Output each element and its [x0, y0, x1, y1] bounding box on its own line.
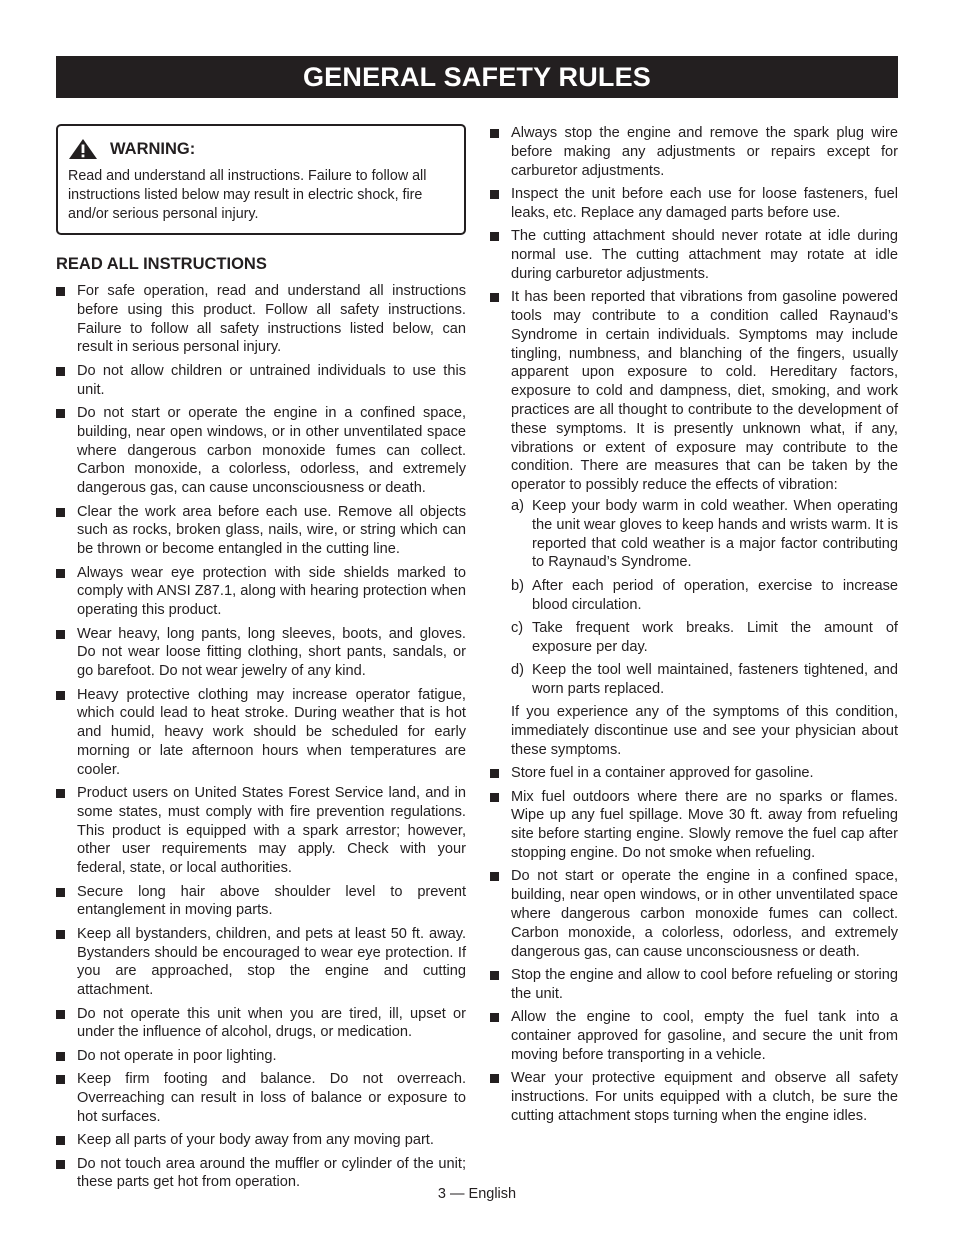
- list-item: Allow the engine to cool, empty the fuel tank into a container approved for gasoline, and secure the unit from moving before transporting in a vehicle.: [490, 1008, 898, 1064]
- section-title: READ ALL INSTRUCTIONS: [56, 255, 267, 273]
- list-item: Wear heavy, long pants, long sleeves, boots, and gloves. Do not wear loose fitting clothing, short pants, sandals, or go barefoot. Do not wear jewelry of any kind.: [56, 625, 466, 681]
- right-bullet-list-continued: [490, 764, 898, 1125]
- page-title-bar: [56, 56, 898, 98]
- list-item: Mix fuel outdoors where there are no sparks or flames. Wipe up any fuel spillage. Move 30 ft. away from refueling site before starting engine. Slowly remove the fuel cap after stopping engine. Do not smoke when refueling.: [490, 788, 898, 863]
- list-item: Stop the engine and allow to cool before refueling or storing the unit.: [490, 966, 898, 1004]
- right-column: [490, 124, 898, 1130]
- list-item: Product users on United States Forest Service land, and in some states, must comply with fire prevention regulations. This product is equipped with a spark arrestor; however, other user requirements may apply. Check with your federal, state, or local authorities.: [56, 784, 466, 878]
- list-item: Do not allow children or untrained individuals to use this unit.: [56, 362, 466, 400]
- list-item: Clear the work area before each use. Remove all objects such as rocks, broken glass, nails, wire, or string which can be thrown or become entangled in the cutting line.: [56, 503, 466, 559]
- sub-list-item: [511, 497, 898, 572]
- page-footer: 3 — English: [437, 1186, 517, 1202]
- list-item: For safe operation, read and understand all instructions before using this product. Follow all safety instructions. Failure to follow all safety instructions listed below, can result in serious personal injury.: [56, 282, 466, 357]
- left-bullet-list: [56, 282, 466, 1192]
- sub-list-item: [511, 619, 898, 657]
- sub-list-text: After each period of operation, exercise to increase blood circulation.: [532, 577, 898, 613]
- warning-box: [56, 124, 466, 235]
- left-column: [56, 124, 466, 1197]
- list-item: Wear your protective equipment and observe all safety instructions. For units equipped with a clutch, be sure the cutting attachment stops turning when the engine idles.: [490, 1069, 898, 1125]
- list-item: Do not operate this unit when you are tired, ill, upset or under the influence of alcohol, drugs, or medication.: [56, 1005, 466, 1043]
- list-item: Keep all parts of your body away from any moving part.: [56, 1131, 466, 1150]
- vibration-text: It has been reported that vibrations from gasoline powered tools may contribute to a condition called Raynaud’s Syndrome in certain individuals. Symptoms may include tingling, numbness, and blanching of the fingers, usually apparent upon exposure to cold. Hereditary factors, exposure to cold and dampness, diet, smoking, and work practices are all thought to contribute to the development of these symptoms. It is presently unknown what, if any, vibrations or extent of exposure may contribute to the condition. There are measures that can be taken by the operator to possibly reduce the effects of vibration:: [511, 289, 898, 494]
- list-item: Do not start or operate the engine in a confined space, building, near open windows, or in other unventilated space where dangerous carbon monoxide fumes can collect. Carbon monoxide, a colorless, odorless, and extremely dangerous gas, can cause unconsciousness or death.: [490, 867, 898, 961]
- list-item: Heavy protective clothing may increase operator fatigue, which could lead to heat stroke. During weather that is hot and humid, heavy work should be scheduled for early morning or late afternoon hours when temperatures are cooler.: [56, 686, 466, 780]
- sub-list-item: [511, 577, 898, 615]
- right-bullet-list: [490, 124, 898, 699]
- warning-text: Read and understand all instructions. Failure to follow all instructions listed below may result in electric shock, fire and/or serious personal injury.: [68, 168, 427, 222]
- sub-list-letter: a): [511, 497, 524, 514]
- list-item: Keep all bystanders, children, and pets at least 50 ft. away. Bystanders should be encouraged to wear eye protection. If you are approached, stop the engine and cutting attachment.: [56, 925, 466, 1000]
- page-title: GENERAL SAFETY RULES: [302, 61, 652, 92]
- warning-header: [68, 138, 454, 160]
- list-item: Always wear eye protection with side shields marked to comply with ANSI Z87.1, along with hearing protection when operating this product.: [56, 564, 466, 620]
- list-item: Do not operate in poor lighting.: [56, 1047, 466, 1066]
- list-item: Do not start or operate the engine in a confined space, building, near open windows, or in other unventilated space where dangerous carbon monoxide fumes can collect. Carbon monoxide, a colorless, odorless, and extremely dangerous gas, can cause unconsciousness or death.: [56, 404, 466, 498]
- list-item: Secure long hair above shoulder level to prevent entanglement in moving parts.: [56, 883, 466, 921]
- sub-list-text: Keep your body warm in cold weather. When operating the unit wear gloves to keep hands and wrists warm. It is reported that cold weather is a major factor contributing to Raynaud’s Syndrome.: [532, 497, 898, 571]
- list-item: The cutting attachment should never rotate at idle during normal use. The cutting attachment may rotate at idle during carburetor adjustments.: [490, 227, 898, 283]
- list-item: Inspect the unit before each use for loose fasteners, fuel leaks, etc. Replace any damaged parts before use.: [490, 185, 898, 223]
- list-item-vibration: [490, 288, 898, 699]
- vibration-sub-list: [511, 497, 898, 699]
- sub-list-text: Take frequent work breaks. Limit the amount of exposure per day.: [532, 619, 898, 655]
- sub-list-letter: c): [511, 619, 524, 636]
- sub-list-item: [511, 661, 898, 699]
- list-item: Do not touch area around the muffler or cylinder of the unit; these parts get hot from operation.: [56, 1155, 466, 1193]
- list-item: Store fuel in a container approved for gasoline.: [490, 764, 898, 783]
- sub-list-text: Keep the tool well maintained, fasteners tightened, and worn parts replaced.: [532, 662, 898, 697]
- vibration-note: If you experience any of the symptoms of this condition, immediately discontinue use and see your physician about these symptoms.: [511, 704, 898, 758]
- list-item: Always stop the engine and remove the spark plug wire before making any adjustments or repairs except for carburetor adjustments.: [490, 124, 898, 180]
- warning-title: WARNING:: [110, 139, 196, 158]
- sub-list-letter: b): [511, 577, 524, 594]
- sub-list-letter: d): [511, 662, 524, 679]
- list-item: Keep firm footing and balance. Do not overreach. Overreaching can result in loss of balance or exposure to hot surfaces.: [56, 1070, 466, 1126]
- warning-triangle-icon: [68, 138, 98, 160]
